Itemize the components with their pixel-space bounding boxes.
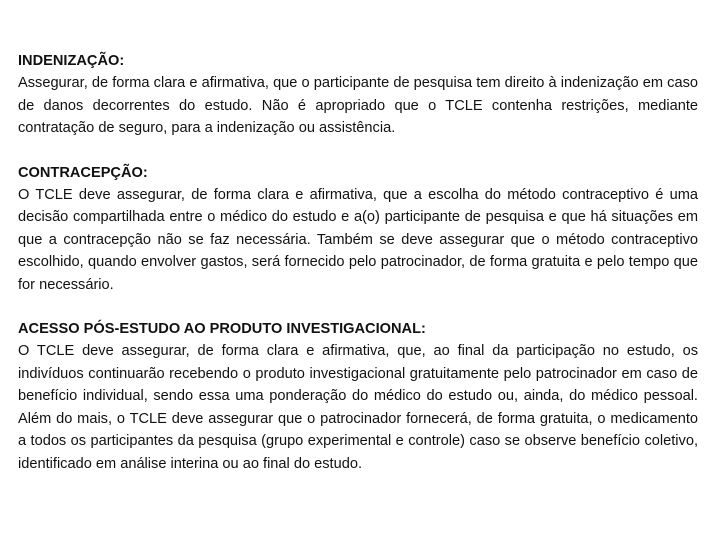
section-heading: INDENIZAÇÃO: (18, 53, 125, 69)
section-paragraph: Assegurar, de forma clara e afirmativa, que o participante de pesquisa tem direito à indenização em caso de danos decorrentes do estudo. Não é apropriado que o TCLE contenha restrições, mediante contratação de seguro, para a indenização ou assistência. (18, 75, 698, 137)
section-heading: ACESSO PÓS-ESTUDO AO PRODUTO INVESTIGACIONAL: (18, 321, 426, 338)
section-paragraph: O TCLE deve assegurar, de forma clara e afirmativa, que, ao final da participação no estudo, os indivíduos continuarão recebendo o produto investigacional gratuitamente pelo patrocinador em caso de benefício individual, sendo essa uma ponderação do médico do estudo ou, ainda, do médico pessoal. Além do mais, o TCLE deve assegurar que o patrocinador fornecerá, de forma gratuita, o medicamento a todos os participantes da pesquisa (grupo experimental e controle) caso se observe benefício coletivo, identificado em análise interina ou ao final do estudo. (18, 343, 698, 472)
document-body (18, 50, 698, 497)
section-heading: CONTRACEPÇÃO: (18, 164, 148, 181)
section-acesso-pos-estudo (18, 318, 698, 475)
section-indenizacao (18, 50, 698, 140)
section-contracepcao (18, 162, 698, 296)
section-paragraph: O TCLE deve assegurar, de forma clara e afirmativa, que a escolha do método contraceptivo é uma decisão compartilhada entre o médico do estudo e a(o) participante de pesquisa e que há situações em que a contracepção não se faz necessária. Também se deve assegurar que o método contraceptivo escolhido, quando envolver gastos, será fornecido pelo patrocinador, de forma gratuita e pelo tempo que for necessário. (18, 187, 698, 293)
